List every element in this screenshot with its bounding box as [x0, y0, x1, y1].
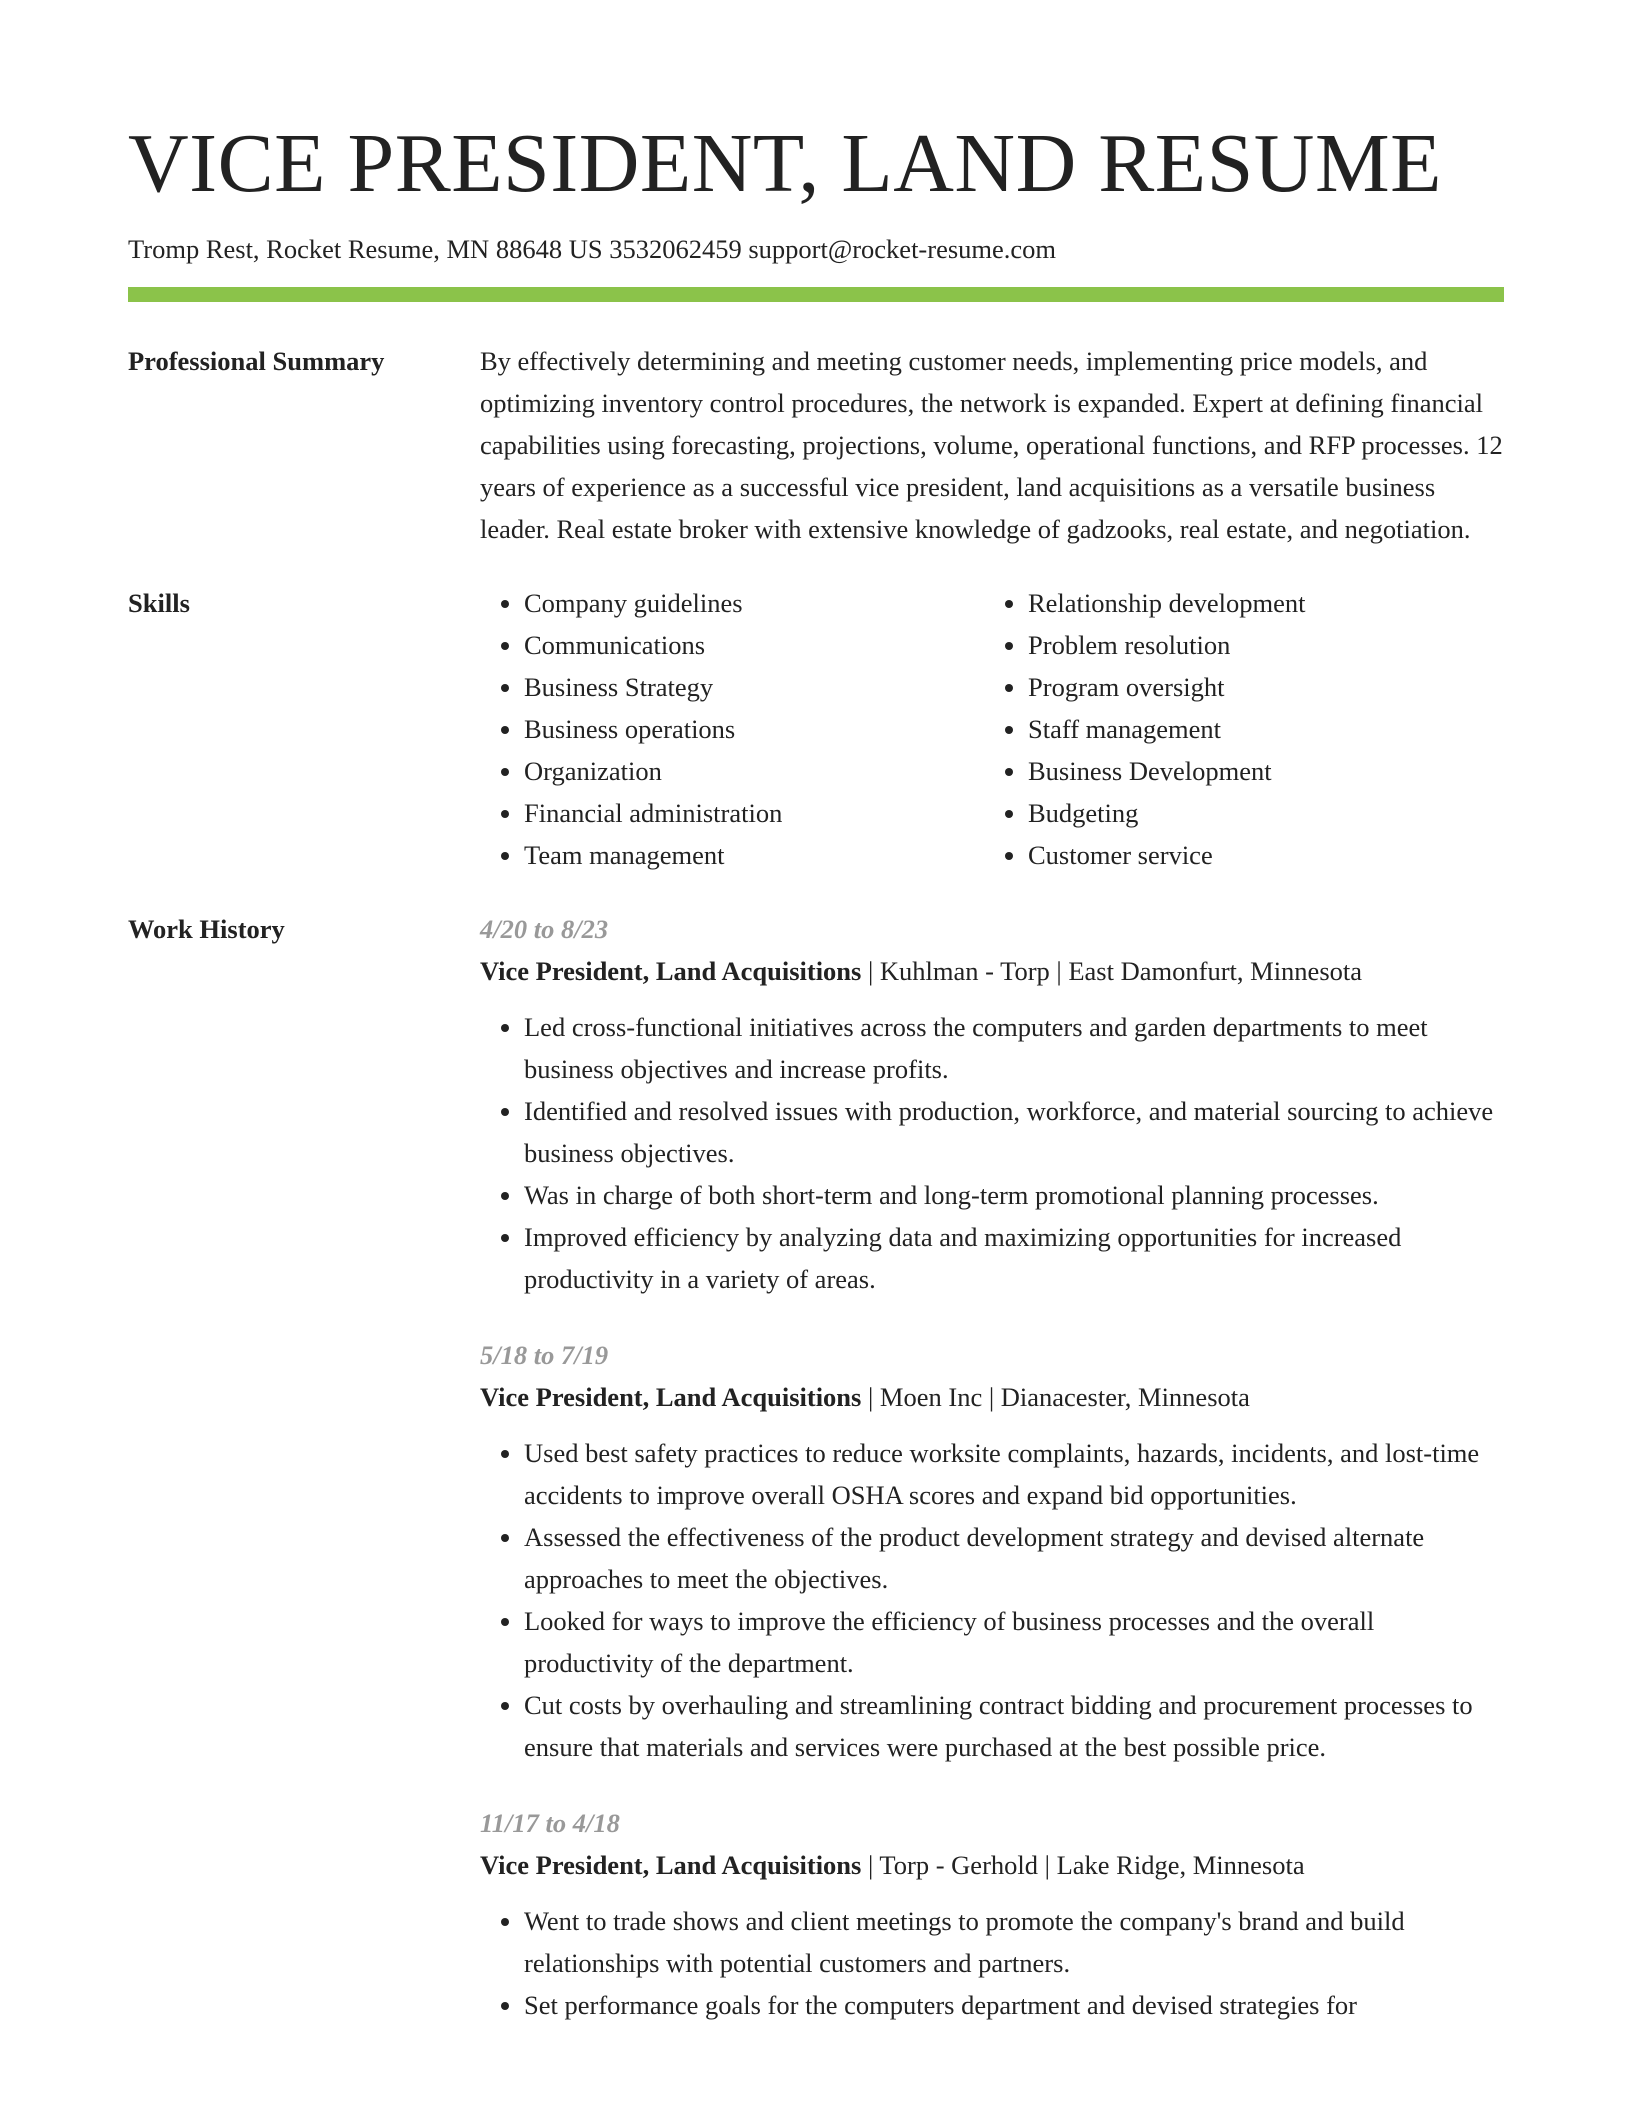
- job-title: Vice President, Land Acquisitions: [480, 955, 862, 986]
- list-item: • Business Strategy: [524, 666, 984, 708]
- job-title: Vice President, Land Acquisitions: [480, 1849, 862, 1880]
- job-title: Vice President, Land Acquisitions: [480, 1381, 862, 1412]
- list-item: • Business Development: [1028, 750, 1488, 792]
- list-item: • Business operations: [524, 708, 984, 750]
- job-details: | Kuhlman - Torp | East Damonfurt, Minnesota: [861, 955, 1362, 986]
- list-item: • Company guidelines: [524, 582, 984, 624]
- list-item: • Relationship development: [1028, 582, 1488, 624]
- job-entry: [480, 1802, 1504, 2026]
- summary-heading: Professional Summary: [128, 345, 385, 376]
- skills-list-right: [984, 582, 1488, 876]
- job-bullets: [480, 1432, 1504, 1768]
- job-dates: 11/17 to 4/18: [480, 1807, 620, 1838]
- list-item: • Led cross-functional initiatives across the computers and garden departments to meet business objectives and increase profits.: [524, 1006, 1504, 1090]
- list-item: • Communications: [524, 624, 984, 666]
- job-entry: [480, 1334, 1504, 1768]
- job-bullets: [480, 1900, 1504, 2026]
- work-history-heading: Work History: [128, 913, 285, 944]
- list-item: • Program oversight: [1028, 666, 1488, 708]
- list-item: • Financial administration: [524, 792, 984, 834]
- header-divider: [128, 287, 1504, 302]
- resume-title: VICE PRESIDENT, LAND RESUME: [128, 117, 1442, 210]
- contact-line: Tromp Rest, Rocket Resume, MN 88648 US 3532062459 support@rocket-resume.com: [128, 234, 1057, 265]
- list-item: • Improved efficiency by analyzing data and maximizing opportunities for increased productivity in a variety of areas.: [524, 1216, 1504, 1300]
- job-bullets: [480, 1006, 1504, 1300]
- list-item: • Cut costs by overhauling and streamlining contract bidding and procurement processes to ensure that materials and services were purchased at the best possible price.: [524, 1684, 1504, 1768]
- list-item: • Staff management: [1028, 708, 1488, 750]
- summary-section: [128, 340, 1504, 550]
- skills-section: [128, 582, 1504, 876]
- list-item: • Customer service: [1028, 834, 1488, 876]
- job-dates: 4/20 to 8/23: [480, 913, 609, 944]
- job-header: [480, 950, 1504, 992]
- job-details: | Moen Inc | Dianacester, Minnesota: [861, 1381, 1250, 1412]
- list-item: • Was in charge of both short-term and long-term promotional planning processes.: [524, 1174, 1504, 1216]
- job-entry: [480, 908, 1504, 1300]
- list-item: • Team management: [524, 834, 984, 876]
- job-dates: 5/18 to 7/19: [480, 1339, 609, 1370]
- list-item: • Identified and resolved issues with production, workforce, and material sourcing to achieve business objectives.: [524, 1090, 1504, 1174]
- work-history-section: [128, 908, 1504, 2060]
- job-header: [480, 1376, 1504, 1418]
- list-item: • Looked for ways to improve the efficiency of business processes and the overall productivity of the department.: [524, 1600, 1504, 1684]
- list-item: • Problem resolution: [1028, 624, 1488, 666]
- list-item: • Organization: [524, 750, 984, 792]
- list-item: • Used best safety practices to reduce worksite complaints, hazards, incidents, and lost-time accidents to improve overall OSHA scores and expand bid opportunities.: [524, 1432, 1504, 1516]
- summary-text: By effectively determining and meeting customer needs, implementing price models, and optimizing inventory control procedures, the network is expanded. Expert at defining financial capabilities using forecasting, projections, volume, operational functions, and RFP processes. 12 years of experience as a successful vice president, land acquisitions as a versatile business leader. Real estate broker with extensive knowledge of gadzooks, real estate, and negotiation.: [480, 345, 1503, 544]
- list-item: • Set performance goals for the computers department and devised strategies for: [524, 1984, 1504, 2026]
- resume-page: [128, 0, 1504, 2060]
- job-details: | Torp - Gerhold | Lake Ridge, Minnesota: [861, 1849, 1305, 1880]
- job-header: [480, 1844, 1504, 1886]
- list-item: • Went to trade shows and client meetings to promote the company's brand and build relationships with potential customers and partners.: [524, 1900, 1504, 1984]
- list-item: • Assessed the effectiveness of the product development strategy and devised alternate approaches to meet the objectives.: [524, 1516, 1504, 1600]
- list-item: • Budgeting: [1028, 792, 1488, 834]
- skills-heading: Skills: [128, 587, 190, 618]
- skills-list-left: [480, 582, 984, 876]
